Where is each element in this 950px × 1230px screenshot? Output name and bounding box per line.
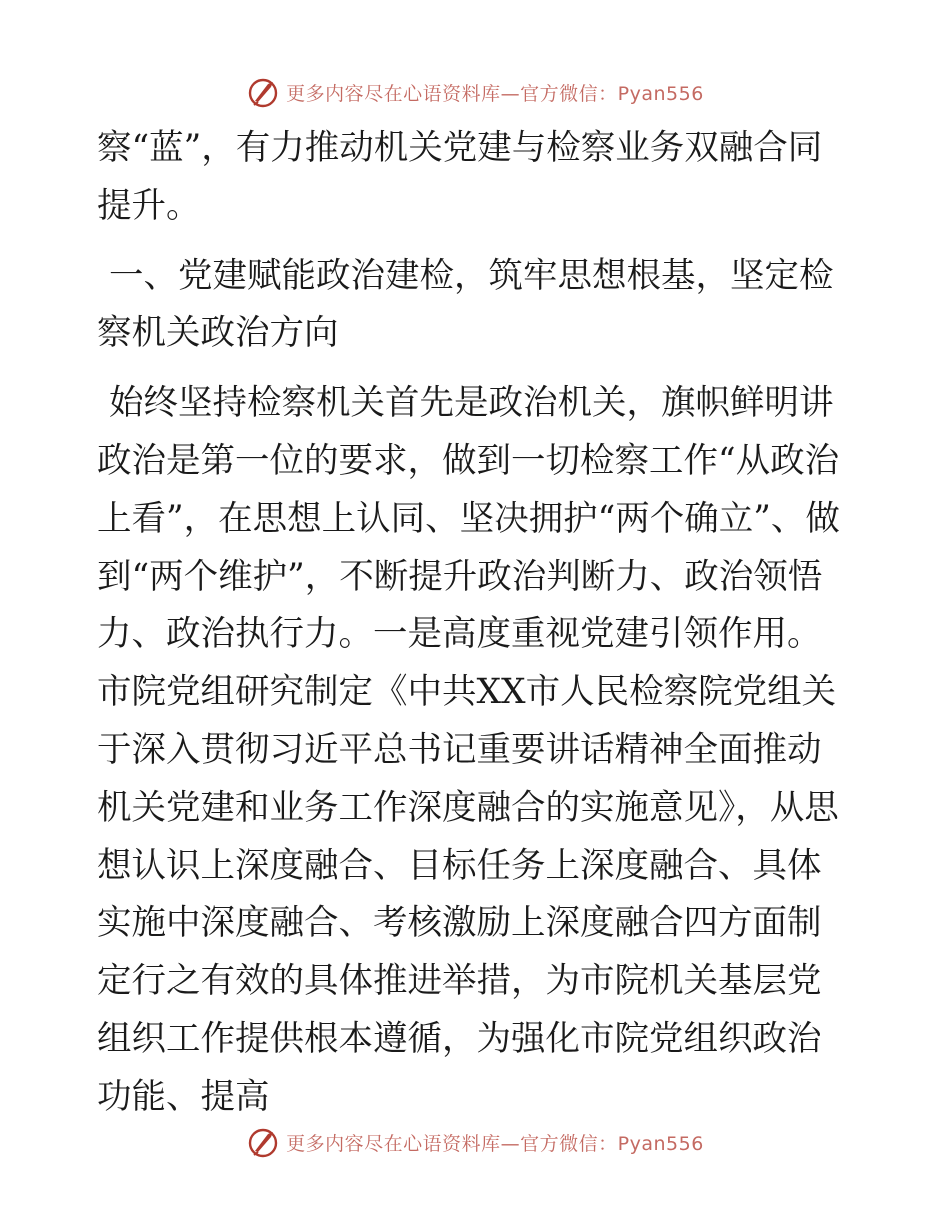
- footer-banner: [0, 1122, 950, 1162]
- quill-pen-logo-icon: [246, 75, 280, 109]
- footer-banner-text: 更多内容尽在心语资料库—官方微信：Pyan556: [286, 1132, 704, 1155]
- quill-pen-logo-icon: [246, 1125, 280, 1159]
- document-body: [97, 120, 849, 1127]
- paragraph-continuation: 察“蓝”，有力推动机关党建与检察业务双融合同提升。: [97, 128, 823, 226]
- header-banner-text: 更多内容尽在心语资料库—官方微信：Pyan556: [286, 82, 704, 105]
- header-banner: [0, 72, 950, 112]
- paragraph-body: 始终坚持检察机关首先是政治机关，旗帜鲜明讲政治是第一位的要求，做到一切检察工作“从政治上看”，在思想上认同、坚决拥护“两个确立”、做到“两个维护”，不断提升政治判断力、政治领悟力、政治执行力。一是高度重视党建引领作用。市院党组研究制定《中共XX市人民检察院党组关于深入贯彻习近平总书记重要讲话精神全面推动机关党建和业务工作深度融合的实施意见》，从思想认识上深度融合、目标任务上深度融合、具体实施中深度融合、考核激励上深度融合四方面制定行之有效的具体推进举措，为市院机关基层党组织工作提供根本遵循，为强化市院党组织政治功能、提高: [97, 383, 840, 1117]
- section-heading: 一、党建赋能政治建检，筑牢思想根基，坚定检察机关政治方向: [97, 255, 834, 354]
